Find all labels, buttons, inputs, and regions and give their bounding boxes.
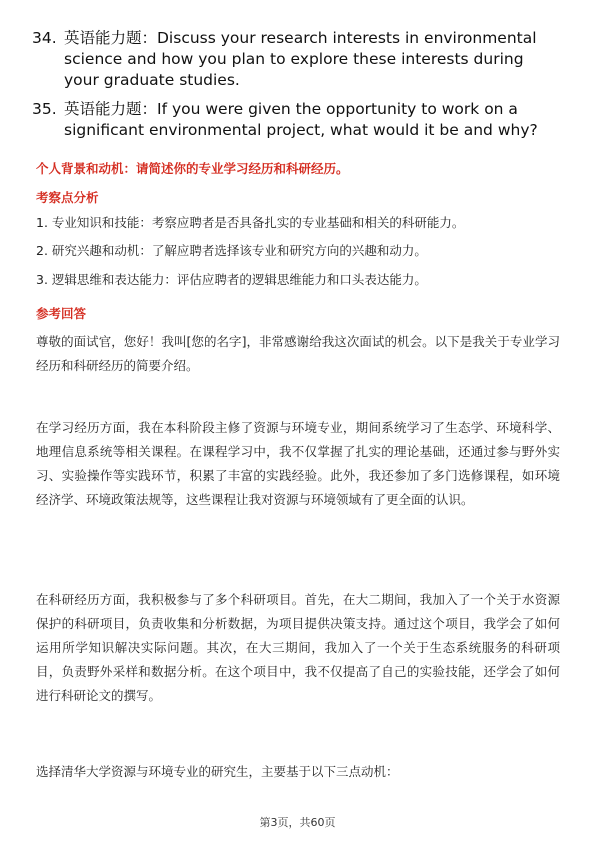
question-text: 英语能力题：Discuss your research interests in environmental science and how you plan to explore these interests during your graduate studies.: [64, 29, 537, 89]
question-35: [32, 99, 562, 141]
answer-heading: 参考回答: [36, 306, 87, 321]
answer-paragraph: 选择清华大学资源与环境专业的研究生，主要基于以下三点动机：: [36, 764, 399, 779]
section-title: 个人背景和动机：请简述你的专业学习经历和科研经历。: [36, 161, 349, 176]
analysis-item: 1. 专业知识和技能：考察应聘者是否具备扎实的专业基础和相关的科研能力。: [36, 215, 465, 230]
question-34: [32, 28, 562, 91]
question-number: 35.: [32, 100, 57, 118]
question-text: 英语能力题：If you were given the opportunity to work on a significant environmental project, what would it be and why?: [64, 100, 538, 139]
question-number: 34.: [32, 29, 57, 47]
answer-paragraph: 在科研经历方面，我积极参与了多个科研项目。首先，在大二期间，我加入了一个关于水资源保护的科研项目，负责收集和分析数据，为项目提供决策支持。通过这个项目，我学会了如何运用所学知识解决实际问题。其次，在大三期间，我加入了一个关于生态系统服务的科研项目，负责野外采样和数据分析。在这个项目中，我不仅提高了自己的实验技能，还学会了如何进行科研论文的撰写。: [36, 592, 560, 703]
answer-paragraph: 在学习经历方面，我在本科阶段主修了资源与环境专业，期间系统学习了生态学、环境科学、地理信息系统等相关课程。在课程学习中，我不仅掌握了扎实的理论基础，还通过参与野外实习、实验操作等实践环节，积累了丰富的实践经验。此外，我还参加了多门选修课程，如环境经济学、环境政策法规等，这些课程让我对资源与环境领域有了更全面的认识。: [36, 420, 560, 507]
analysis-item: 3. 逻辑思维和表达能力：评估应聘者的逻辑思维能力和口头表达能力。: [36, 272, 427, 287]
analysis-item: 2. 研究兴趣和动机：了解应聘者选择该专业和研究方向的兴趣和动力。: [36, 243, 427, 258]
analysis-heading: 考察点分析: [36, 190, 99, 205]
page-footer: 第3页，共60页: [259, 816, 336, 829]
answer-paragraph: 尊敬的面试官，您好！我叫[您的名字]，非常感谢给我这次面试的机会。以下是我关于专业学习经历和科研经历的简要介绍。: [36, 334, 560, 373]
